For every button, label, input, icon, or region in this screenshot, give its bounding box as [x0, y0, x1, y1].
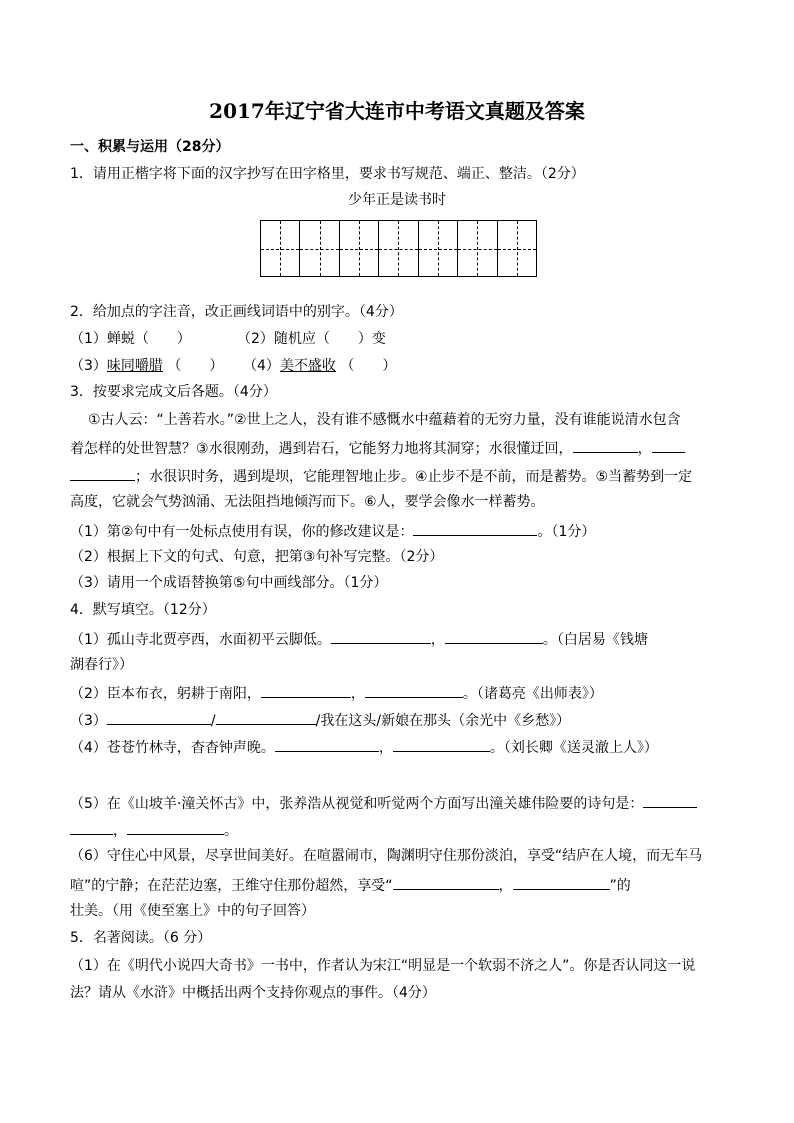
answer-blank[interactable]	[331, 629, 431, 644]
text: 着怎样的处世智慧？③水很刚劲，遇到岩石，它能努力地将其洞穿；水很懂迂回，	[70, 441, 573, 457]
answer-blank[interactable]	[652, 438, 685, 453]
q2-item-4	[243, 357, 396, 375]
answer-blank[interactable]	[365, 683, 463, 698]
page-title: 2017年辽宁省大连市中考语文真题及答案	[209, 99, 585, 123]
answer-blank[interactable]	[70, 466, 135, 481]
underlined-word: 味同嚼腊	[106, 358, 163, 374]
passage-line: 高度，它就会气势汹涌、无法阻挡地倾泻而下。⑥人，要学会像水一样蓄势。	[70, 494, 545, 510]
text: ，	[498, 878, 513, 894]
text: ”的	[609, 878, 631, 894]
text: 。（白居易《钱塘	[542, 632, 648, 648]
question-5: 5．名著阅读。（6 分）	[70, 930, 212, 946]
label: （4）	[243, 358, 280, 374]
q4-item-3	[70, 710, 570, 730]
question-4: 4．默写填空。（12分）	[70, 602, 216, 618]
answer-blank[interactable]	[70, 820, 113, 835]
q4-item-6-end: 壮美。（用《使至塞上》中的句子回答）	[70, 903, 315, 919]
answer-blank[interactable]	[643, 793, 697, 808]
text: （1）第②句中有一处标点使用有误，你的修改建议是：	[70, 524, 414, 540]
text: /	[210, 713, 216, 729]
blank-parens: （ ）	[340, 358, 397, 374]
q4-item-6: （6）守住心中风景，尽享世间美好。在喧嚣闹市，陶渊明守住那份淡泊，享受“结庐在人境，而无车马	[70, 848, 703, 864]
text: ，	[113, 823, 127, 839]
q4-item-6-cont	[70, 875, 631, 895]
text: ；水很识时务，遇到堤坝，它能理智地止步。④止步不是不前，而是蓄势。⑤当蓄势到一定	[135, 469, 693, 485]
text: （3）	[70, 713, 107, 729]
q4-item-4	[70, 737, 658, 757]
grid-cell	[458, 221, 497, 276]
answer-blank[interactable]	[445, 629, 543, 644]
q5-item-1-cont: 法？请从《水浒》中概括出两个支持你观点的事件。（4分）	[70, 985, 436, 1001]
passage-line: ①古人云：“上善若水。”②世上之人，没有谁不感慨水中蕴藉着的无穷力量，没有谁能说清水包含	[88, 412, 681, 428]
text: 。（刘长卿《送灵澈上人》）	[489, 740, 658, 756]
question-3: 3．按要求完成文后各题。（4分）	[70, 384, 277, 400]
tianzige-grid	[260, 220, 537, 277]
text: ，	[637, 441, 652, 457]
q3-sub-2: （2）根据上下文的句式、句意，把第③句补写完整。（2分）	[70, 549, 444, 565]
text: ，	[430, 632, 445, 648]
q5-item-1: （1）在《明代小说四大奇书》一书中，作者认为宋江“明显是一个软弱不济之人”。你是否认同这一说	[70, 958, 696, 974]
text: （2）臣本布衣，躬耕于南阳，	[70, 686, 261, 702]
answer-blank[interactable]	[275, 737, 379, 752]
text: ，	[350, 686, 365, 702]
q2-item-1: （1）蝉蜕（ ）	[70, 331, 191, 347]
passage-line	[70, 438, 685, 458]
text: （5）在《山坡羊·潼关怀古》中，张养浩从视觉和听觉两个方面写出潼关雄伟险要的诗句是：	[70, 796, 644, 812]
q2-item-2: （2）随机应（ ）变	[237, 331, 386, 347]
grid-cell	[379, 221, 418, 276]
answer-blank[interactable]	[127, 820, 224, 835]
q2-item-3	[70, 357, 223, 375]
answer-blank[interactable]	[107, 710, 211, 725]
grid-cell	[340, 221, 379, 276]
label: （3）	[70, 358, 107, 374]
underlined-word: 美不盛收	[279, 358, 336, 374]
answer-blank[interactable]	[393, 737, 490, 752]
text: （4）苍苍竹林寺，杳杳钟声晚。	[70, 740, 275, 756]
text: /我在这头/新娘在那头（余光中《乡愁》）	[315, 713, 571, 729]
q4-item-5	[70, 793, 697, 813]
q4-item-5-cont	[70, 820, 238, 840]
copy-phrase: 少年正是读书时	[348, 192, 446, 208]
text: 。	[224, 823, 238, 839]
answer-blank[interactable]	[393, 875, 499, 890]
grid-cell	[261, 221, 300, 276]
blank-parens: （ ）	[167, 358, 224, 374]
grid-cell	[498, 221, 536, 276]
text: 喧”的宁静；在茫茫边塞，王维守住那份超然，享受“	[70, 878, 393, 894]
text: ，	[378, 740, 393, 756]
text: 。（1分）	[537, 524, 596, 540]
question-1: 1．请用正楷字将下面的汉字抄写在田字格里，要求书写规范、端正、整洁。（2分）	[70, 166, 585, 182]
answer-blank[interactable]	[216, 710, 316, 725]
q3-sub-1	[70, 521, 595, 541]
grid-cell	[300, 221, 339, 276]
q4-item-1	[70, 629, 648, 649]
q4-item-1-cont: 湖春行》）	[70, 657, 133, 673]
question-2: 2．给加点的字注音，改正画线词语中的别字。（4分）	[70, 304, 403, 320]
grid-cell	[419, 221, 458, 276]
answer-blank[interactable]	[513, 875, 610, 890]
text: 。（诸葛亮《出师表》）	[462, 686, 603, 702]
q4-item-2	[70, 683, 603, 703]
answer-blank[interactable]	[413, 521, 537, 536]
q3-sub-3: （3）请用一个成语替换第⑤句中画线部分。（1分）	[70, 575, 388, 591]
answer-blank[interactable]	[261, 683, 351, 698]
section-heading: 一、积累与运用（28分）	[70, 139, 230, 155]
text: （1）孤山寺北贾亭西，水面初平云脚低。	[70, 632, 331, 648]
answer-blank[interactable]	[573, 438, 638, 453]
passage-line	[70, 466, 692, 486]
